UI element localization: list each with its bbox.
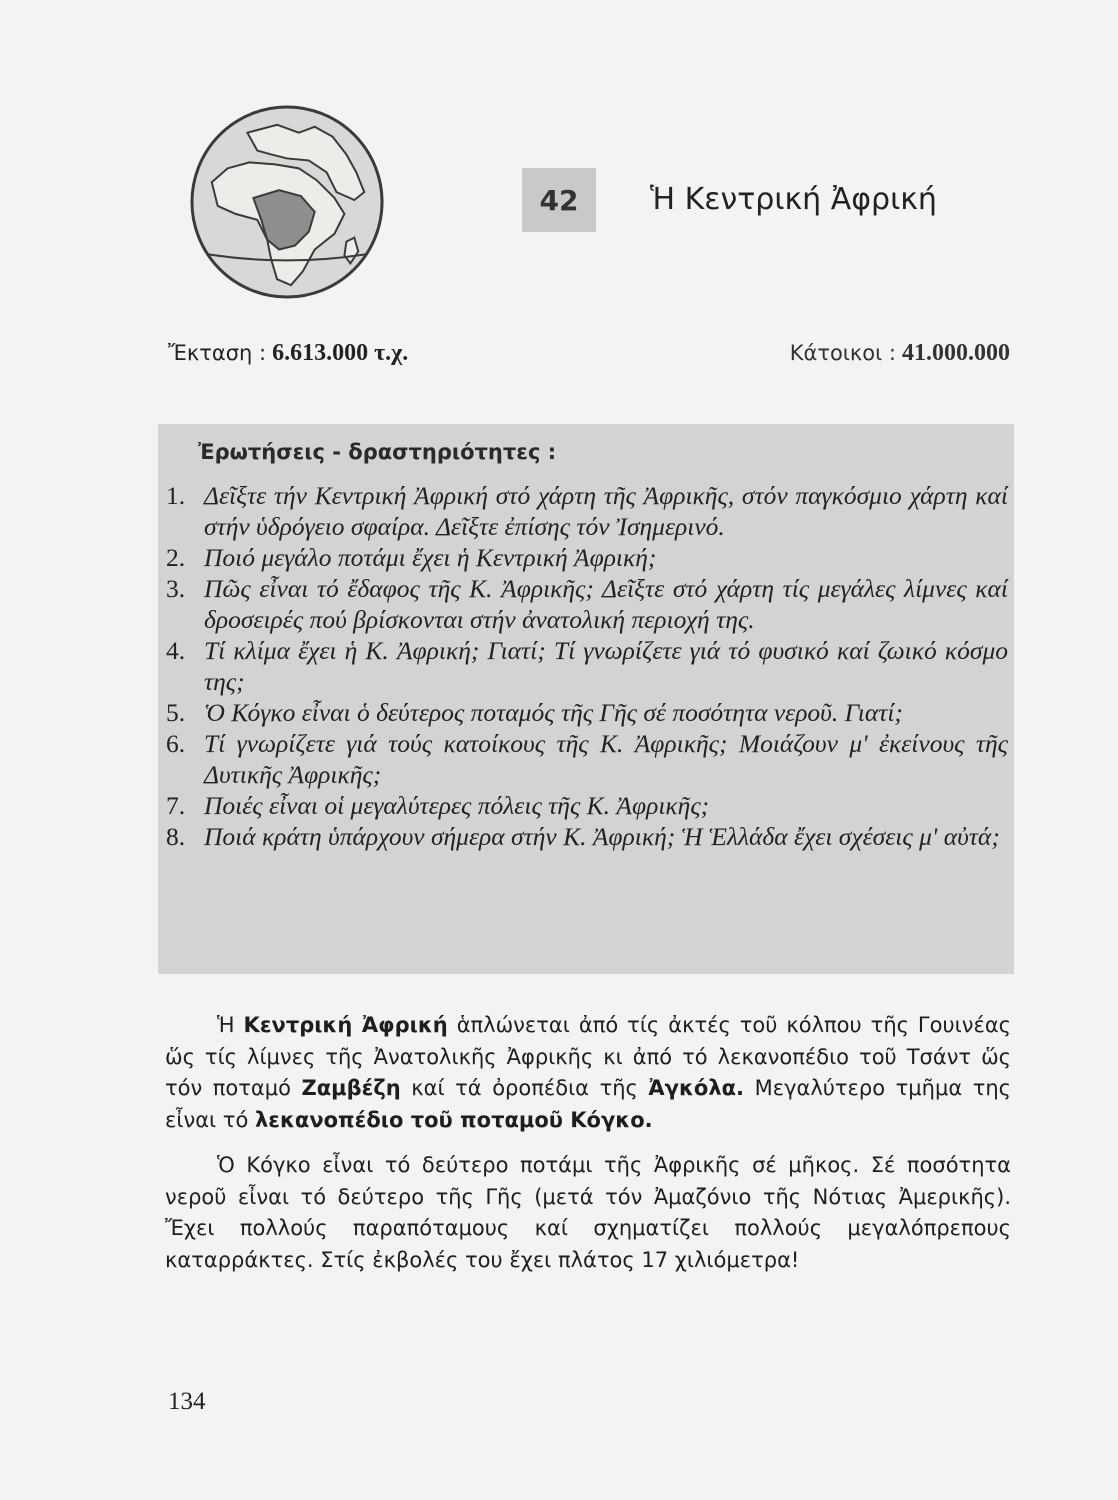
question-text: Πῶς εἶναι τό ἔδαφος τῆς Κ. Ἀφρικῆς; Δεῖξτε στό χάρτη τίς μεγάλες λίμνες καί δροσειρές πού βρίσκονται στήν ἀνατολική περιοχή της. — [204, 574, 1008, 634]
question-item — [166, 790, 1008, 821]
bold-term: Ἀγκόλα. — [648, 1076, 745, 1100]
question-number: 8. — [166, 822, 186, 851]
area-stat — [168, 340, 408, 367]
population-value: 41.000.000 — [902, 340, 1010, 366]
population-label: Κάτοικοι : — [789, 341, 896, 365]
questions-heading: Ἐρωτήσεις - δραστηριότητες : — [198, 440, 557, 464]
text-run: Μεγαλύτερο τμῆμα της εἶναι τό — [165, 1076, 1011, 1132]
area-label: Ἔκταση : — [168, 341, 267, 365]
text-run: Ἡ — [217, 1013, 235, 1037]
question-item — [166, 635, 1008, 697]
question-number: 3. — [166, 574, 186, 603]
text-run: καί τά ὀροπέδια τῆς — [411, 1076, 638, 1100]
question-number: 5. — [166, 698, 186, 727]
question-number: 4. — [166, 636, 186, 665]
text-run: Ὁ Κόγκο εἶναι τό δεύτερο ποτάμι τῆς Ἀφρικῆς σέ μῆκος. Σέ ποσότητα νεροῦ εἶναι τό δεύτερο τῆς Γῆς (μετά τόν Ἀμαζόνιο τῆς Νότιας Ἀμερικῆς). Ἔχει πολλούς παραπόταμους καί σχηματίζει πολλούς μεγαλόπρεπους καταρράκτες. Στίς ἐκβολές του ἔχει πλάτος 17 χιλιόμετρα! — [165, 1153, 1011, 1272]
question-text: Δεῖξτε τήν Κεντρική Ἀφρική στό χάρτη τῆς Ἀφρικῆς, στόν παγκόσμιο χάρτη καί στήν ὑδρόγειο σφαίρα. Δεῖξτε ἐπίσης τόν Ἰσημερινό. — [204, 481, 1008, 541]
text-run: ἁπλώνεται ἀπό τίς ἀκτές τοῦ κόλπου τῆς Γουινέας ὥς τίς λίμνες τῆς Ἀνατολικῆς Ἀφρικῆς κι ἀπό τό λεκανοπέδιο τοῦ Τσάντ ὥς τόν ποταμό — [165, 1013, 1011, 1100]
page-number: 134 — [168, 1388, 206, 1415]
paragraph-central-africa — [165, 1010, 1011, 1136]
question-text: Ὁ Κόγκο εἶναι ὁ δεύτερος ποταμός τῆς Γῆς σέ ποσότητα νεροῦ. Γιατί; — [204, 698, 903, 727]
question-item — [166, 480, 1008, 542]
question-number: 1. — [166, 481, 186, 510]
population-stat — [790, 340, 1010, 367]
question-item — [166, 697, 1008, 728]
area-value: 6.613.000 τ.χ. — [272, 340, 409, 366]
bold-term: λεκανοπέδιο τοῦ ποταμοῦ Κόγκο. — [255, 1107, 653, 1132]
question-number: 6. — [166, 729, 186, 758]
question-text: Τί γνωρίζετε γιά τούς κατοίκους τῆς Κ. Ἀφρικῆς; Μοιάζουν μ' ἐκείνους τῆς Δυτικῆς Ἀφρικῆς; — [204, 729, 1008, 789]
question-item — [166, 728, 1008, 790]
question-number: 2. — [166, 543, 186, 572]
bold-term: Ζαμβέζη — [301, 1076, 401, 1100]
question-text: Ποιές εἶναι οἱ μεγαλύτερες πόλεις τῆς Κ. Ἀφρικῆς; — [204, 791, 710, 820]
question-text: Τί κλίμα ἔχει ἡ Κ. Ἀφρική; Γιατί; Τί γνωρίζετε γιά τό φυσικό καί ζωικό κόσμο της; — [204, 636, 1008, 696]
questions-list — [166, 480, 1008, 852]
question-number: 7. — [166, 791, 186, 820]
paragraph-congo-river — [165, 1150, 1011, 1276]
question-text: Ποιά κράτη ὑπάρχουν σήμερα στήν Κ. Ἀφρική; Ἡ Ἑλλάδα ἔχει σχέσεις μ' αὐτά; — [204, 822, 1000, 851]
question-item — [166, 573, 1008, 635]
question-text: Ποιό μεγάλο ποτάμι ἔχει ἡ Κεντρική Ἀφρική; — [204, 543, 657, 572]
questions-box — [158, 424, 1014, 974]
body-text — [165, 1010, 1011, 1290]
question-item — [166, 542, 1008, 573]
lesson-number-box: 42 — [522, 168, 596, 232]
bold-term: Κεντρική Ἀφρική — [243, 1013, 448, 1037]
globe-africa-map — [188, 103, 386, 301]
chapter-title: Ἡ Κεντρική Ἀφρική — [650, 182, 937, 217]
question-item — [166, 821, 1008, 852]
